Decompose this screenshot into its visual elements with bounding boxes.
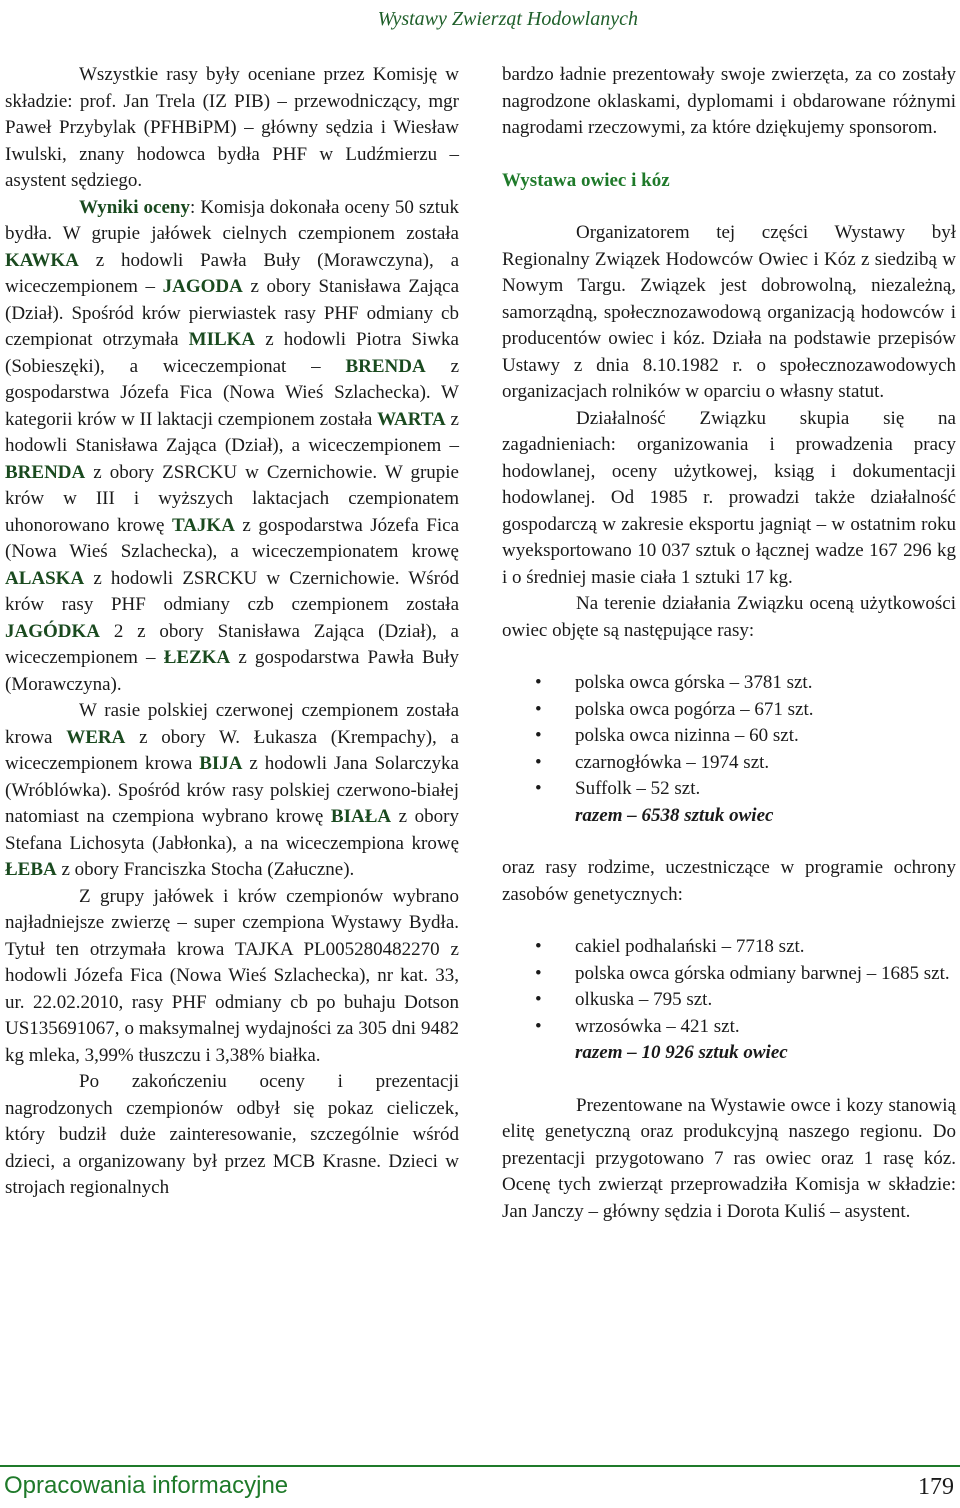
paragraph-red-breed bbox=[5, 698, 459, 884]
list-item bbox=[502, 697, 956, 724]
bullet-icon: • bbox=[535, 672, 542, 693]
list-item-text: polska owca górska – 3781 szt. bbox=[575, 672, 813, 693]
paragraph-presentation: Prezentowane na Wystawie owce i kozy stanowią elitę genetyczną oraz produkcyjną naszego regionu. Do prezentacji przygotowano 7 ras owiec oraz 1 rasę kóz. Ocenę tych zwierząt przeprowadziła Komisja w składzie: Jan Janczy – główny sędzia i Dorota Kuliś – asystent. bbox=[502, 1094, 956, 1222]
list-item bbox=[502, 723, 956, 750]
animal-name: BIAŁA bbox=[330, 806, 392, 827]
paragraph-results bbox=[5, 195, 459, 699]
list-item bbox=[502, 1014, 956, 1041]
list-total: razem – 10 926 sztuk owiec bbox=[575, 1042, 788, 1063]
animal-name: ŁEBA bbox=[5, 859, 57, 880]
animal-name: JAGODA bbox=[162, 276, 243, 297]
list-item bbox=[502, 750, 956, 777]
animal-name: ALASKA bbox=[5, 567, 85, 589]
text-run: z hodowli Pawła Buły (Morawczyna), a wiceczempionem – bbox=[5, 249, 459, 297]
paragraph-calf-show: Po zakończeniu oceny i prezentacji nagrodzonych czempionów odbył się pokaz cieliczek, który budził duże zainteresowanie, szczególnie wśród dzieci, a organizowany był przez MCB Krasne. Dzieci w strojach regionalnych bbox=[5, 1071, 459, 1198]
animal-name: MILKA bbox=[188, 329, 256, 350]
list-item-text: polska owca nizinna – 60 szt. bbox=[575, 725, 799, 746]
text-run: 2 z obory Stanisława Zająca (Dział), a wiceczempionem – bbox=[5, 620, 459, 668]
animal-name: BIJA bbox=[199, 753, 243, 774]
animal-name: JAGÓDKA bbox=[5, 620, 100, 642]
page-number: 179 bbox=[918, 1474, 954, 1500]
bullet-icon: • bbox=[535, 778, 542, 799]
list-item bbox=[502, 961, 956, 988]
paragraph-super-champion: Z grupy jałówek i krów czempionów wybrano najładniejsze zwierzę – super czempiona Wystawy Bydła. Tytuł ten otrzymała krowa TAJKA PL005280482270 z hodowli Józefa Fica (Nowa Wieś Szlachecka), nr kat. 33, ur. 22.02.2010, rasy PHF odmiany cb po buhaju Dotson US135691067, o maksymalnej wydajności za 305 dni 9482 kg mleka, 3,99% tłuszczu i 3,38% białka. bbox=[5, 885, 459, 1066]
animal-name: WARTA bbox=[377, 408, 446, 430]
list-item bbox=[502, 987, 956, 1014]
bullet-icon: • bbox=[535, 751, 542, 773]
text-run: z gospodarstwa Józefa Fica (Nowa Wieś Szlachecka), a wiceczempionatem krowę bbox=[5, 514, 459, 562]
breed-list-native bbox=[502, 934, 956, 1040]
bullet-icon: • bbox=[535, 725, 542, 746]
text-run: z hodowli Stanisława Zająca (Dział), a wiceczempionem – bbox=[5, 408, 459, 456]
text-run: z hodowli Jana Solarczyka (Wróblówka). Spośród krów rasy polskiej czerwono-białej natomiast na czempiona wybrano krowę bbox=[5, 753, 459, 827]
text-run: z hodowli ZSRCKU w Czernichowie. Wśród krów rasy PHF odmiany czb czempionem została bbox=[5, 567, 459, 615]
right-column bbox=[502, 62, 956, 1225]
text-run: z obory W. Łukasza (Krempachy), a wiceczempionem krowa bbox=[5, 726, 459, 774]
bullet-icon: • bbox=[535, 989, 542, 1010]
list-item bbox=[502, 934, 956, 961]
paragraph-commission: Wszystkie rasy były oceniane przez Komisję w składzie: prof. Jan Trela (IZ PIB) – przewodniczący, mgr Paweł Przybylak (PFHBiPM) – główny sędzia i Wiesław Iwulski, znany hodowca bydła PHF w Ludźmierzu – asystent sędziego. bbox=[5, 64, 459, 191]
list-item bbox=[502, 776, 956, 803]
paragraph-organizer: Organizatorem tej części Wystawy był Regionalny Związek Hodowców Owiec i Kóz z siedzibą w Nowym Targu. Związek jest dobrowolną, niezależną, samorządną, społecznozawodową organizacją hodowców i producentów owiec i kóz. Działa na podstawie przepisów Ustawy z dnia 8.10.1982 r. o społecznozawodowych organizacjach rolników w oparciu o własny statut. bbox=[502, 222, 956, 402]
results-label: Wyniki oceny bbox=[79, 196, 190, 218]
text-run: W rasie polskiej czerwonej czempionem została krowa bbox=[5, 700, 459, 748]
text-run: z obory Stanisława Zająca (Dział). Spośród krów pierwiastek rasy PHF odmiany cb czempionat otrzymała bbox=[5, 276, 460, 350]
animal-name: BRENDA bbox=[5, 461, 86, 483]
list-item-text: polska owca pogórza – 671 szt. bbox=[575, 698, 814, 720]
animal-name: TAJKA bbox=[171, 514, 235, 536]
text-run: z hodowli Piotra Siwka (Sobieszęki), a wiceczempionat – bbox=[5, 329, 459, 377]
list-item-text: cakiel podhalański – 7718 szt. bbox=[575, 936, 805, 957]
animal-name: KAWKA bbox=[5, 249, 79, 271]
paragraph-continuation: bardzo ładnie prezentowały swoje zwierzęta, za co zostały nagrodzone oklaskami, dyplomami i obdarowane różnymi nagrodami rzeczowymi, za które dziękujemy sponsorom. bbox=[502, 64, 956, 138]
bullet-icon: • bbox=[535, 1015, 542, 1037]
list-item-text: czarnogłówka – 1974 szt. bbox=[575, 751, 770, 773]
animal-name: WERA bbox=[66, 726, 126, 748]
paragraph-breeds-intro: Na terenie działania Związku oceną użytkowości owiec objęte są następujące rasy: bbox=[502, 593, 956, 641]
list-item-text: wrzosówka – 421 szt. bbox=[575, 1015, 740, 1037]
bullet-icon: • bbox=[535, 698, 542, 720]
breed-list-main bbox=[502, 670, 956, 803]
list-item-text: polska owca górska odmiany barwnej – 1685 szt. bbox=[575, 962, 950, 984]
animal-name: ŁEZKA bbox=[163, 647, 231, 668]
animal-name: BRENDA bbox=[345, 355, 426, 377]
text-run: z obory Stefana Lichosyta (Jabłonka), a na wiceczempiona krowę bbox=[5, 806, 460, 854]
text-run: : Komisja dokonała oceny 50 sztuk bydła. W grupie jałówek cielnych czempionem została bbox=[5, 196, 460, 244]
section-heading: Wystawa owiec i kóz bbox=[502, 169, 670, 191]
list-item-text: Suffolk – 52 szt. bbox=[575, 778, 701, 799]
bullet-icon: • bbox=[535, 962, 542, 984]
running-header: Wystawy Zwierząt Hodowlanych bbox=[377, 8, 638, 30]
list-total: razem – 6538 sztuk owiec bbox=[575, 804, 774, 826]
text-run: z gospodarstwa Józefa Fica (Nowa Wieś Szlachecka). W kategorii krów w II laktacji czempionem została bbox=[5, 355, 459, 430]
list-item-text: olkuska – 795 szt. bbox=[575, 989, 713, 1010]
text-run: z obory ZSRCKU w Czernichowie. W grupie krów w III i wyższych laktacjach czempionatem uhonorowano krowę bbox=[5, 461, 459, 536]
text-run: z obory Franciszka Stocha (Załuczne). bbox=[56, 859, 355, 880]
left-column bbox=[5, 62, 459, 1202]
paragraph-activities: Działalność Związku skupia się na zagadnieniach: organizowania i prowadzenia pracy hodowlanej, oceny użytkowej, ksiąg i dokumentacji hodowlanej. Od 1985 r. prowadzi także działalność gospodarczą w zakresie eksportu jagniąt – w ostatnim roku wyeksportowano 10 037 sztuk o łącznej wadze 167 296 kg i o średniej masie ciała 1 sztuki 17 kg. bbox=[502, 407, 956, 588]
bullet-icon: • bbox=[535, 936, 542, 957]
footer-divider bbox=[0, 1465, 960, 1467]
footer-section-title: Opracowania informacyjne bbox=[4, 1472, 289, 1499]
paragraph-native-breeds: oraz rasy rodzime, uczestniczące w programie ochrony zasobów genetycznych: bbox=[502, 857, 956, 905]
text-run: z gospodarstwa Pawła Buły (Morawczyna). bbox=[5, 647, 459, 695]
list-item bbox=[502, 670, 956, 697]
